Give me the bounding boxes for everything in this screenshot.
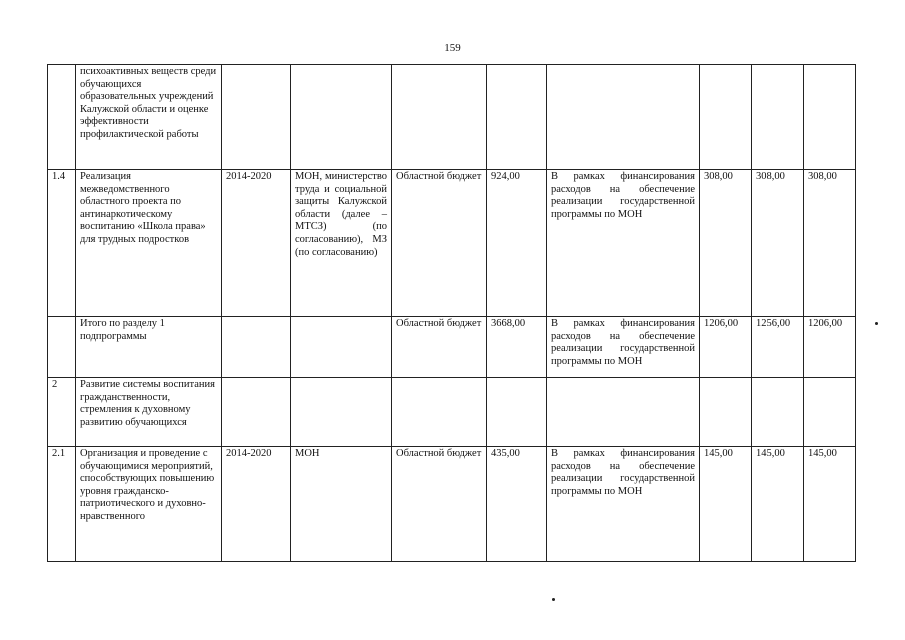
executor bbox=[291, 317, 392, 378]
row-number: 2 bbox=[48, 378, 76, 447]
funding-note bbox=[547, 65, 700, 170]
table-row bbox=[48, 317, 856, 378]
executor bbox=[291, 378, 392, 447]
period bbox=[222, 65, 291, 170]
row-number: 1.4 bbox=[48, 170, 76, 317]
funding-note: В рамках финансирования расходов на обеспечение реализации государственной программы по МОН bbox=[547, 170, 700, 317]
year-amount: 145,00 bbox=[804, 447, 856, 562]
year-amount: 1256,00 bbox=[752, 317, 804, 378]
year-amount bbox=[700, 65, 752, 170]
total-amount: 435,00 bbox=[487, 447, 547, 562]
funding-source: Областной бюджет bbox=[392, 447, 487, 562]
period bbox=[222, 378, 291, 447]
table-row bbox=[48, 170, 856, 317]
year-amount: 308,00 bbox=[804, 170, 856, 317]
scan-speck bbox=[875, 322, 878, 325]
funding-note bbox=[547, 378, 700, 447]
year-amount bbox=[752, 378, 804, 447]
measure-name: Реализация межведомственного областного проекта по антинаркотическому воспитанию «Школа права» для трудных подростков bbox=[76, 170, 222, 317]
table-row bbox=[48, 65, 856, 170]
year-amount bbox=[804, 378, 856, 447]
funding-source bbox=[392, 378, 487, 447]
funding-source: Областной бюджет bbox=[392, 170, 487, 317]
year-amount: 308,00 bbox=[700, 170, 752, 317]
period: 2014-2020 bbox=[222, 447, 291, 562]
year-amount bbox=[700, 378, 752, 447]
measure-name: Итого по разделу 1 подпрограммы bbox=[76, 317, 222, 378]
funding-note: В рамках финансирования расходов на обеспечение реализации государственной программы по МОН bbox=[547, 317, 700, 378]
measure-name: Развитие системы воспитания гражданственности, стремления к духовному развитию обучающихся bbox=[76, 378, 222, 447]
scan-speck bbox=[552, 598, 555, 601]
row-number bbox=[48, 65, 76, 170]
period bbox=[222, 317, 291, 378]
table-row bbox=[48, 447, 856, 562]
program-table bbox=[47, 64, 856, 562]
row-number: 2.1 bbox=[48, 447, 76, 562]
funding-source bbox=[392, 65, 487, 170]
funding-note: В рамках финансирования расходов на обеспечение реализации государственной программы по МОН bbox=[547, 447, 700, 562]
total-amount bbox=[487, 378, 547, 447]
total-amount: 3668,00 bbox=[487, 317, 547, 378]
period: 2014-2020 bbox=[222, 170, 291, 317]
table-row bbox=[48, 378, 856, 447]
measure-name: Организация и проведение с обучающимися мероприятий, способствующих повышению уровня гражданско-патриотического и духовно-нравственного bbox=[76, 447, 222, 562]
measure-name: психоактивных веществ среди обучающихся образовательных учреждений Калужской области и оценке эффективности профилактической работы bbox=[76, 65, 222, 170]
funding-source: Областной бюджет bbox=[392, 317, 487, 378]
year-amount: 145,00 bbox=[752, 447, 804, 562]
year-amount: 145,00 bbox=[700, 447, 752, 562]
year-amount: 308,00 bbox=[752, 170, 804, 317]
total-amount bbox=[487, 65, 547, 170]
executor: МОН bbox=[291, 447, 392, 562]
executor: МОН, министерство труда и социальной защиты Калужской области (далее – МТСЗ) (по согласованию), МЗ (по согласованию) bbox=[291, 170, 392, 317]
year-amount bbox=[804, 65, 856, 170]
page-number: 159 bbox=[444, 42, 461, 54]
year-amount: 1206,00 bbox=[700, 317, 752, 378]
row-number bbox=[48, 317, 76, 378]
executor bbox=[291, 65, 392, 170]
total-amount: 924,00 bbox=[487, 170, 547, 317]
year-amount bbox=[752, 65, 804, 170]
year-amount: 1206,00 bbox=[804, 317, 856, 378]
